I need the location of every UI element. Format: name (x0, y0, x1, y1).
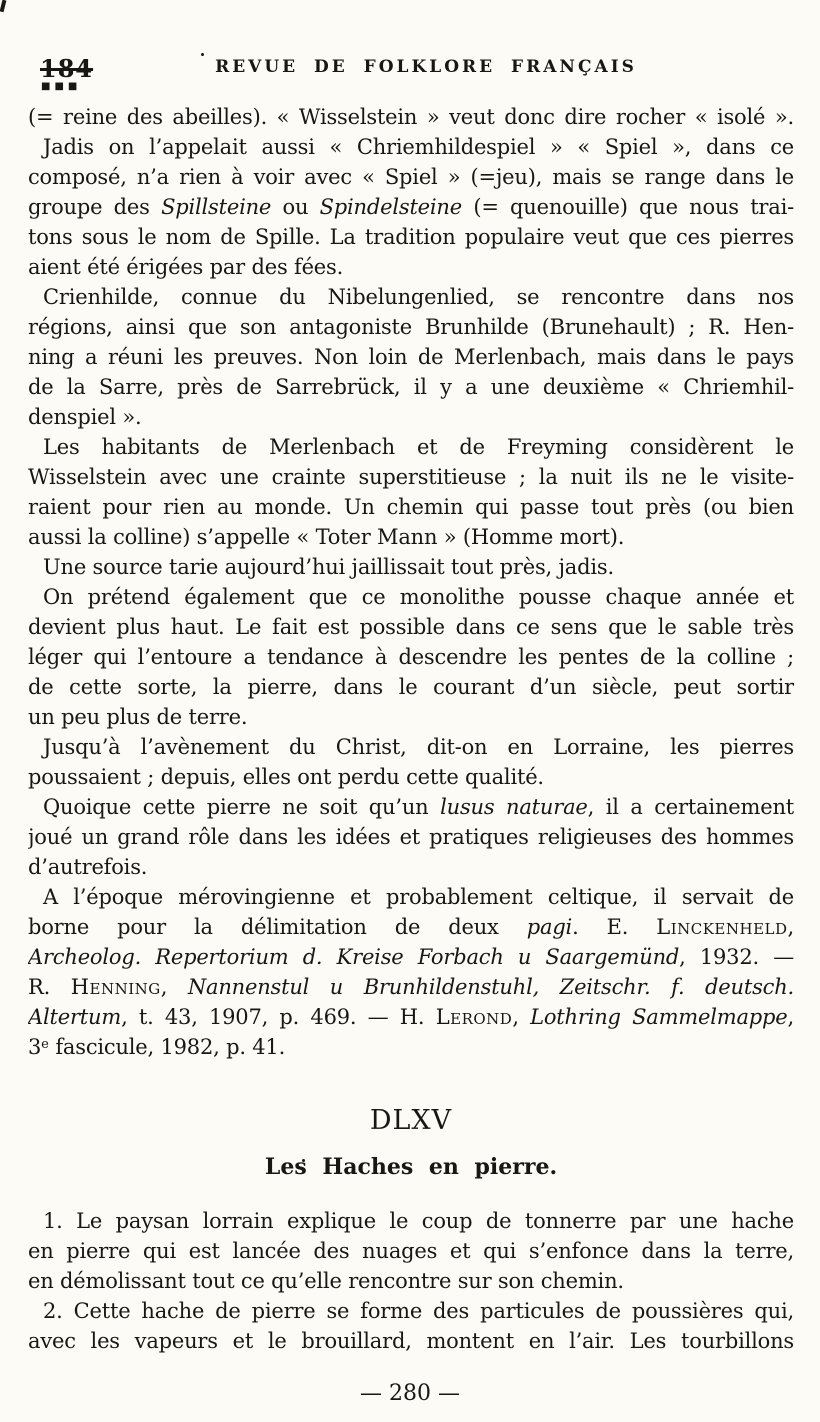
text-line: d’autrefois. (28, 855, 148, 879)
text-line: Jusqu’à l’avènement du Christ, dit-on en Lorraine, les pierres (43, 735, 794, 759)
page-footer (0, 1381, 820, 1406)
page-header (28, 54, 794, 98)
text-line: (= reine des abeilles). « Wisselstein » veut donc dire rocher « isolé ». (28, 105, 794, 129)
section-title-heading: Les Haches en pierre. (264, 1154, 558, 1180)
text-line: composé, n’a rien à voir avec « Spiel » (=jeu), mais se range dans le (28, 165, 794, 189)
text-line: A l’époque mérovingienne et probablement celtique, il servait de (43, 885, 794, 909)
scan-speck (0, 0, 6, 12)
text-line: un peu plus de terre. (28, 705, 248, 729)
text-line: joué un grand rôle dans les idées et pratiques religieuses des hommes (28, 825, 794, 849)
page-number: 184 (40, 54, 94, 83)
text-line: léger qui l’entoure a tendance à descendre les pentes de la colline ; (28, 645, 794, 669)
text-line: groupe des Spillsteine ou Spindelsteine (= quenouille) que nous trai- (28, 195, 794, 219)
text-line: devient plus haut. Le fait est possible dans ce sens que le sable très (28, 615, 794, 639)
text-line: de cette sorte, la pierre, dans le courant d’un siècle, peut sortir (28, 675, 794, 699)
text-line: borne pour la délimitation de deux pagi. E. Linckenheld, (28, 915, 794, 939)
section-number-heading: DLXV (369, 1105, 453, 1136)
text-line: On prétend également que ce monolithe pousse chaque année et (43, 585, 794, 609)
text-line: aient été érigées par des fées. (28, 255, 344, 279)
footer-page-number: — 280 — (360, 1381, 460, 1406)
text-line: de la Sarre, près de Sarrebrück, il y a une deuxième « Chriemhil- (28, 375, 794, 399)
text-line: denspiel ». (28, 405, 142, 429)
text-line: 1. Le paysan lorrain explique le coup de tonnerre par une hache (43, 1209, 794, 1233)
text-line: 2. Cette hache de pierre se forme des particules de poussières qui, (43, 1299, 794, 1323)
text-line: poussaient ; depuis, elles ont perdu cette qualité. (28, 765, 544, 789)
text-line: Archeolog. Repertorium d. Kreise Forbach u Saargemünd, 1932. — (28, 945, 794, 969)
text-line: aussi la colline) s’appelle « Toter Mann » (Homme mort). (28, 525, 625, 549)
text-line: régions, ainsi que son antagoniste Brunhilde (Brunehault) ; R. Hen- (28, 315, 794, 339)
text-line: raient pour rien au monde. Un chemin qui passe tout près (ou bien (28, 495, 794, 519)
text-line: Wisselstein avec une crainte superstitieuse ; la nuit ils ne le visite- (28, 465, 794, 489)
journal-title: REVUE DE FOLKLORE FRANÇAIS (215, 57, 637, 77)
stamp-marks-icon: ■■■ (41, 81, 82, 92)
text-line: en pierre qui est lancée des nuages et qui s’enfonce dans la terre, (28, 1239, 794, 1263)
text-line: 3e fascicule, 1982, p. 41. (28, 1035, 286, 1059)
text-line: Crienhilde, connue du Nibelungenlied, se rencontre dans nos (43, 285, 794, 309)
text-line: Altertum, t. 43, 1907, p. 469. — H. Lerond, Lothring Sammelmappe, (28, 1005, 794, 1029)
text-line: R. Henning, Nannenstul u Brunhildenstuhl, Zeitschr. f. deutsch. (28, 975, 794, 999)
text-blocks (28, 102, 794, 1356)
text-line: Une source tarie aujourd’hui jaillissait tout près, jadis. (43, 555, 614, 579)
text-line: Quoique cette pierre ne soit qu’un lusus naturae, il a certainement (43, 795, 794, 819)
text-line: en démolissant tout ce qu’elle rencontre sur son chemin. (28, 1269, 624, 1293)
text-line: tons sous le nom de Spille. La tradition populaire veut que ces pierres (28, 225, 794, 249)
text-line: avec les vapeurs et le brouillard, montent en l’air. Les tourbillons (28, 1329, 794, 1353)
text-line: ning a réuni les preuves. Non loin de Merlenbach, mais dans le pays (28, 345, 794, 369)
text-line: Jadis on l’appelait aussi « Chriemhildespiel » « Spiel », dans ce (43, 135, 794, 159)
text-line: Les habitants de Merlenbach et de Freyming considèrent le (43, 435, 794, 459)
